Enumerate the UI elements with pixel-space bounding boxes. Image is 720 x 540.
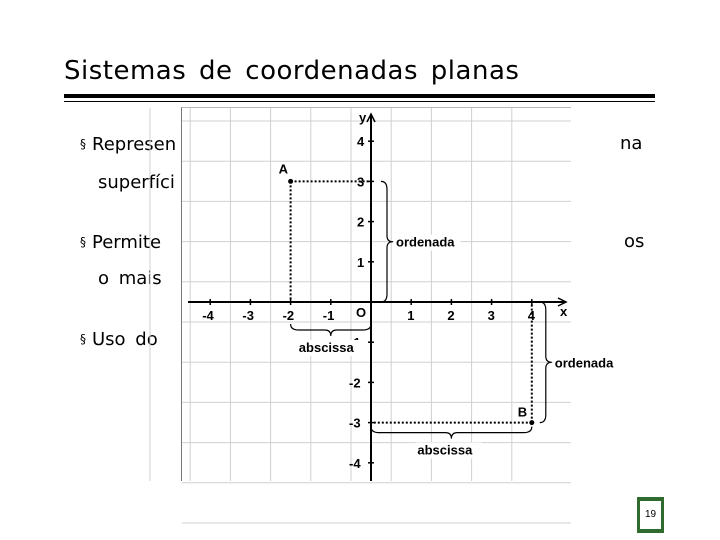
y-tick-label: 3 bbox=[357, 174, 365, 190]
coordinate-plane-figure bbox=[181, 107, 614, 481]
bullet-2-continuation: o mais bbox=[98, 268, 162, 289]
bullet-mark: § bbox=[80, 137, 86, 151]
x-axis-label: x bbox=[560, 304, 568, 319]
bullet-2-tail: os bbox=[624, 231, 645, 252]
page-number: 19 bbox=[640, 501, 661, 529]
page-number-badge bbox=[637, 497, 664, 533]
coordinate-plane-svg bbox=[182, 108, 614, 481]
x-tick-label: -2 bbox=[282, 308, 295, 323]
ordenada-label-b: ordenada bbox=[554, 355, 614, 371]
point-marker-b bbox=[529, 420, 534, 425]
x-tick-label: 1 bbox=[407, 308, 415, 323]
point-marker-a bbox=[288, 179, 293, 184]
x-tick-label: -4 bbox=[202, 308, 214, 323]
bullet-item-2 bbox=[80, 233, 161, 252]
x-tick-label: 4 bbox=[527, 308, 536, 323]
y-tick-label: 4 bbox=[357, 134, 365, 150]
bullet-item-3 bbox=[80, 330, 158, 349]
y-tick-label: 2 bbox=[357, 214, 365, 230]
bullet-1-tail: na bbox=[620, 133, 643, 154]
x-tick-label: -3 bbox=[242, 308, 254, 323]
brace-abscissa-b bbox=[371, 427, 532, 439]
point-label-b: B bbox=[517, 404, 528, 420]
bullet-3-text: Uso do bbox=[92, 329, 158, 350]
x-tick-label: 2 bbox=[447, 308, 455, 323]
slide-title: Sistemas de coordenadas planas bbox=[64, 56, 520, 86]
bullet-1-text: Represen bbox=[92, 134, 177, 155]
title-rule-thick bbox=[64, 94, 655, 98]
ordenada-label-a: ordenada bbox=[396, 234, 455, 250]
y-tick-label: 1 bbox=[357, 254, 365, 270]
bullet-mark: § bbox=[80, 332, 86, 346]
bullet-1-continuation: superfíci bbox=[98, 172, 175, 193]
x-tick-label: -1 bbox=[322, 308, 335, 323]
x-tick-label: 3 bbox=[487, 308, 495, 323]
y-axis-label: y bbox=[359, 110, 367, 125]
origin-label: O bbox=[356, 305, 367, 320]
y-tick-label: -2 bbox=[349, 375, 361, 391]
abscissa-label-a: abscissa bbox=[298, 340, 354, 355]
bullet-2-text: Permite bbox=[92, 232, 162, 253]
y-tick-label: -4 bbox=[349, 455, 361, 471]
abscissa-label-b: abscissa bbox=[417, 442, 473, 458]
bullet-item-1 bbox=[80, 135, 176, 154]
y-tick-label: -3 bbox=[349, 415, 361, 431]
brace-abscissa-a bbox=[291, 324, 371, 336]
point-label-a: A bbox=[278, 161, 288, 177]
bullet-mark: § bbox=[80, 235, 86, 249]
title-rule-thin bbox=[64, 101, 655, 102]
